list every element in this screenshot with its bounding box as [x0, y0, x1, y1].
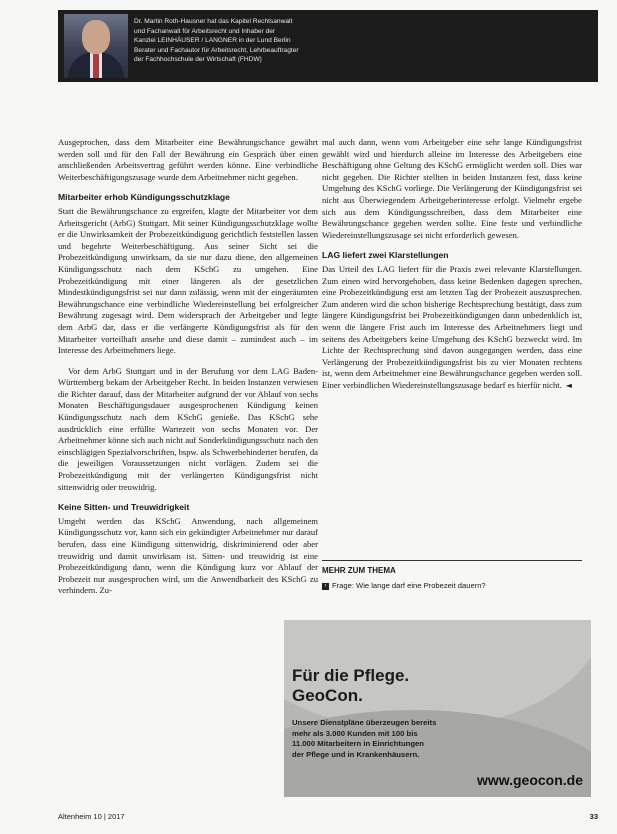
advertisement[interactable]: [284, 620, 591, 797]
ad-body: [292, 718, 522, 760]
ad-url-link[interactable]: www.geocon.de: [476, 772, 583, 788]
paragraph: Statt die Bewährungschance zu ergreifen, klagte der Mitarbeiter vor dem Arbeitsgericht (ArbG) Stuttgart. Mit seiner Kündigungsschutzklage wollte er die Unwirksamkeit der Probezeitkündigung gerichtlich feststellen lassen und begehrte Weiterbeschäftigung. Aus seiner Sicht sei die Probezeitkündigung unwirksam, da sie nur dazu diene, den allgemeinen Kündigungsschutz nach dem KSchG zu umgehen. Eine Probezeitkündigung mit einer längeren als der gesetzlichen Mindestkündigungsfrist sei nur dann zulässig, wenn mit der eingeräumten Bewährungschance eine verbindliche Wiedereinstellung bei erfolgreicher Bewährung zugesagt wird. Dem widersprach der Arbeitgeber und legte dem ArbG dar, dass er die verlängerte Kündigungsfrist als für den Mitarbeiter vorteilhaft ansehe und diese damit – zumindest auch – im Interesse des Arbeitnehmers liege.: [58, 205, 318, 356]
author-info-box: [58, 10, 598, 82]
ad-body-line: mehr als 3.000 Kunden mit 100 bis: [292, 728, 418, 738]
page-number: 33: [589, 812, 598, 821]
square-arrow-icon: ›: [322, 583, 329, 590]
ad-headline-line: Für die Pflege.: [292, 666, 410, 685]
section-heading: LAG liefert zwei Klarstellungen: [322, 250, 449, 261]
end-of-article-icon: ◄: [565, 380, 572, 390]
ad-body-line: 11.000 Mitarbeitern in Einrichtungen: [292, 739, 425, 748]
section-heading: Keine Sitten- und Treuwidrigkeit: [58, 502, 190, 513]
page-footer: [58, 812, 598, 824]
paragraph-text: Das Urteil des LAG liefert für die Praxis zwei relevante Klarstellungen. Zum einen wird hervorgehoben, dass keine Bedenken dagegen sprechen, eine Probezeitkündigung erst am letzten Tag der Probezeit auszusprechen. Zum anderen wird die schon bisherige Rechtsprechung bestätigt, dass zum längere Kündigungsfrist bei Probezeitkündigungen dann unbedenklich ist, wenn die längere Frist auch im Interesse des Arbeitnehmers liegt und seitens des Arbeitgebers keine Umgehung des KSchG bezweckt wird. Im Lichte der Rechtsprechung sind davon ausgegangen werden, dass eine Verlängerung der Probezeitkündigungsfrist bis zu vier Monaten rechtens ist, wenn dem Arbeitnehmer eine Bewährungschance gegeben werden soll. Einer verbindlichen Wiedereinstellungszusage bedarf es hierfür nicht.: [322, 263, 582, 390]
publication-info: Altenheim 10 | 2017: [58, 812, 125, 821]
author-bio-line: und Fachanwalt für Arbeitsrecht und Inhaber der: [134, 27, 276, 35]
related-topic-link-text[interactable]: Frage: Wie lange darf eine Probezeit dauern?: [332, 581, 486, 590]
paragraph-final: [322, 264, 582, 392]
ad-body-line: Unsere Dienstpläne überzeugen bereits: [292, 718, 437, 727]
ad-body-line: der Pflege und in Krankenhäusern.: [292, 749, 420, 759]
related-topic-box: [322, 560, 582, 590]
ad-headline: [292, 666, 532, 706]
author-bio: [134, 17, 434, 65]
paragraph: Umgeht werden das KSchG Anwendung, nach allgemeinem Kündigungsschutz vor, kann sich ein gekündigter Arbeitnehmer nur darauf berufen, dass eine Kündigung sittenwidrig, diskriminierend oder aber treuwidrig und damit unwirksam ist. Sitten- und treuwidrig ist eine Probezeitkündigung dann, wenn die Kündigung kurz vor Ablauf der Probezeit nur ausgesprochen wird, um die Anwendbarkeit des KSchG zu verhindern. Zu-: [58, 515, 318, 596]
related-topic-link[interactable]: [322, 581, 582, 590]
related-topic-title: MEHR ZUM THEMA: [322, 566, 396, 575]
paragraph: Ausgeprochen, dass dem Mitarbeiter eine Bewährungschance gewährt werden soll und für den Fall der Bewährung ein Gespräch über einen anschließenden Arbeitsvertrag geführt werden könne. Eine verbindliche Weiterbeschäftigungszusage wurde dem Arbeitnehmer nicht gegeben.: [58, 137, 318, 182]
author-bio-line: der Fachhochschule der Wirtschaft (FHDW): [134, 56, 262, 64]
left-column: [58, 137, 318, 606]
right-column: [322, 137, 582, 400]
author-bio-line: Berater und Fachautor für Arbeitsrecht, Lehrbeauftragter: [134, 46, 299, 54]
paragraph: Vor dem ArbG Stuttgart und in der Berufung vor dem LAG Baden-Württemberg bekam der Arbeitgeber Recht. In beiden Instanzen verwiesen die Richter darauf, dass der Mitarbeiter aufgrund der vor Ablauf von sechs Monaten Beschäftigungsdauer ausgesprochenen Kündigung keinen Kündigungsschutz nach dem KSchG genieße. Das KSchG sehe ausdrücklich eine erfüllte Wartezeit von sechs Monaten vor. Der Arbeitnehmer könne sich auch nicht auf Sonderkündigungsschutz nach den einschlägigen Spezialvorschriften, bspw. als Schwerbehinderter berufen, da die jeweiligen Voraussetzungen nicht vorlägen. Zudem sei die Probezeitkündigung mit der verlängerten Kündigungsfrist nicht sittenwidrig oder treuwidrig.: [58, 365, 318, 492]
ad-headline-line: GeoCon.: [292, 686, 363, 705]
author-bio-line: Dr. Martin Roth-Hausner hat das Kapitel Rechtsanwalt: [134, 18, 293, 25]
author-photo: [64, 14, 128, 78]
paragraph: mal auch dann, wenn vom Arbeitgeber eine sehr lange Kündigungsfrist gewählt wird und hierdurch alleine im Interesse des Arbeitgebers eine Beschäftigung ohne Geltung des KSchG ermöglicht werden soll. Dies war nicht gegeben. Die Richter stellten in beiden Instanzen fest, dass keine Umgehung des KSchG vorliege. Die Verlängerung der Kündigungsfrist sei nicht aus Überwiegendem Arbeitgeberinteresse erfolgt. Vielmehr ergebe sich aus dem Kündigungsschreiben, dass dem Mitarbeiter eine Bewährungschance gegeben werden sollte. Eine feste und verbindliche Wiedereinstellungszusage sei nicht erforderlich gewesen.: [322, 137, 582, 240]
author-bio-line: Kanzlei LEINHÄUSER / LANGNER in der Lund Berlin: [134, 37, 291, 45]
section-heading: Mitarbeiter erhob Kündigungsschutzklage: [58, 192, 230, 203]
